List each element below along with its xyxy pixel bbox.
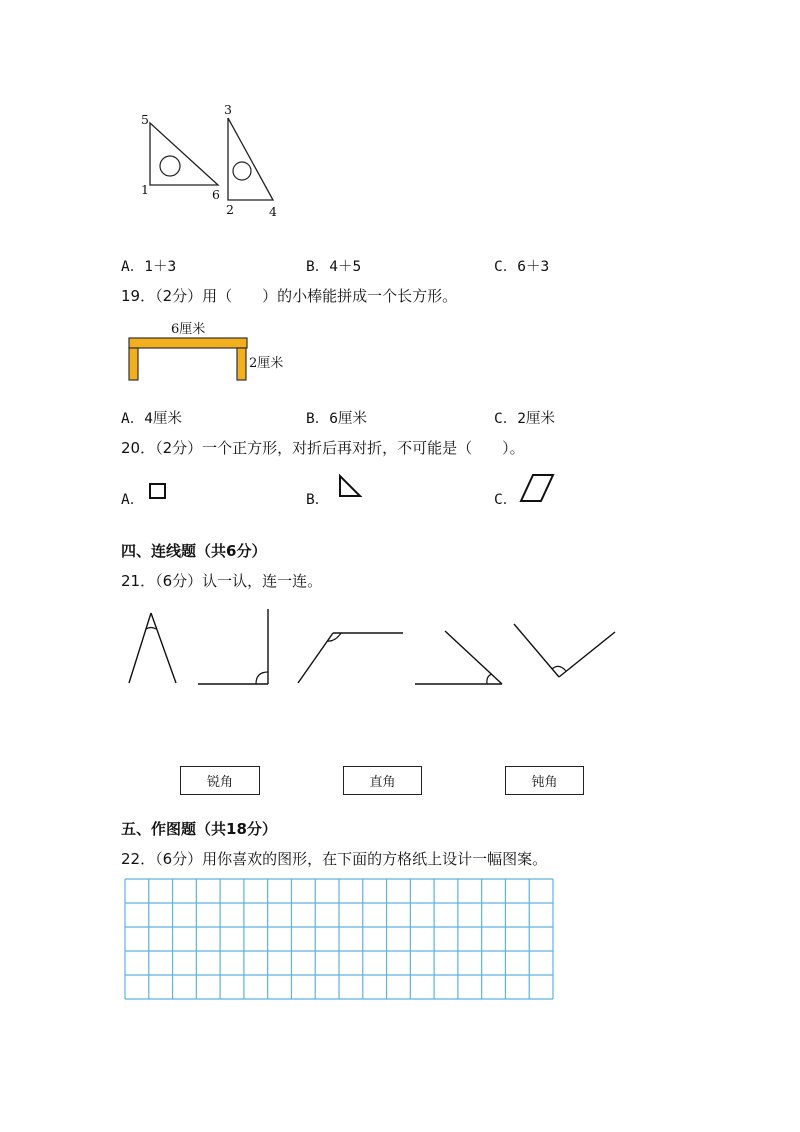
triangle1-label-bottom-right: 6: [212, 187, 220, 202]
q18-option-c: C．6＋3: [494, 259, 550, 275]
triangle2-label-top: 3: [224, 102, 232, 117]
q20-option-b: B．: [306, 492, 330, 508]
q20-option-c: C．: [494, 492, 518, 508]
angle-figure-obtuse: [298, 633, 403, 683]
q19-option-b: B．6厘米: [306, 411, 367, 427]
q18-option-b: B．4＋5: [306, 259, 362, 275]
angle-figure-obtuse-2: [514, 624, 615, 677]
triangle1-label-top: 5: [141, 112, 149, 127]
section5-title: 五、作图题（共18分）: [121, 820, 277, 838]
angle-figure-right: [198, 609, 268, 684]
q19-option-a: A．4厘米: [121, 411, 182, 427]
angle-figure-acute-2: [415, 631, 502, 684]
match-box-obtuse-label: 钝角: [531, 775, 558, 790]
q19-option-c: C．2厘米: [494, 411, 555, 427]
q19-stem: 19．（2分）用（ ）的小棒能拼成一个长方形。: [121, 287, 458, 305]
q20-option-a: A．: [121, 492, 145, 508]
angle-figure-acute: [129, 613, 176, 683]
stick-top-label: 6厘米: [171, 322, 206, 337]
q21-stem: 21．（6分）认一认，连一连。: [121, 572, 323, 590]
triangle1-label-bottom-left: 1: [141, 182, 149, 197]
match-box-obtuse[interactable]: [505, 766, 584, 795]
match-box-acute-label: 锐角: [206, 775, 233, 790]
match-box-right-label: 直角: [369, 775, 396, 790]
q18-option-a: A．1＋3: [121, 259, 177, 275]
match-box-acute[interactable]: [180, 766, 260, 795]
stick-side-label: 2厘米: [249, 356, 284, 371]
triangle2-label-bottom-left: 2: [226, 202, 234, 217]
section4-title: 四、连线题（共6分）: [121, 542, 267, 560]
q22-stem: 22．（6分）用你喜欢的图形，在下面的方格纸上设计一幅图案。: [121, 850, 548, 868]
triangle2-label-bottom-right: 4: [269, 204, 277, 219]
q20-stem: 20．（2分）一个正方形，对折后再对折，不可能是（ ）。: [121, 439, 525, 457]
drawing-grid[interactable]: [124, 878, 554, 1000]
match-box-right[interactable]: [343, 766, 422, 795]
